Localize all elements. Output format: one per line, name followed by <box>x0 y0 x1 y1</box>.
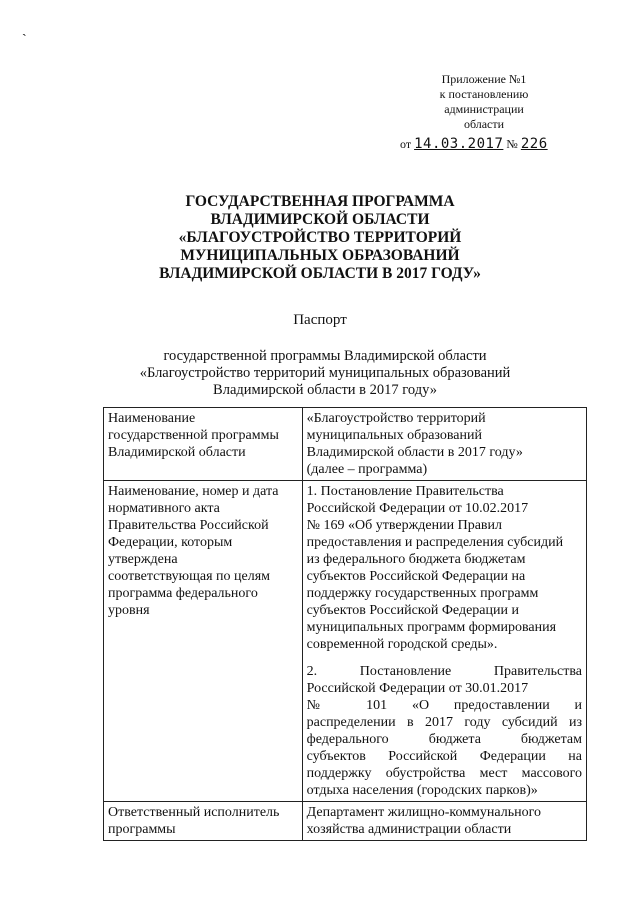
order-date: 14.03.2017 <box>414 136 504 152</box>
appendix-block <box>395 72 573 132</box>
scan-mark: ˏ <box>22 22 27 37</box>
subtitle-line: «Благоустройство территорий муниципальных образований <box>139 365 511 381</box>
cell-line: Федерации, которым <box>108 535 233 550</box>
title-line: ГОСУДАРСТВЕННАЯ ПРОГРАММА <box>185 193 455 210</box>
cell-line: Правительства Российской <box>108 518 269 533</box>
cell-line: муниципальных программ формирования <box>306 620 557 635</box>
cell-line: из федерального бюджета бюджетам <box>306 552 526 567</box>
row-value-cell <box>302 481 586 802</box>
appendix-line: Приложение №1 <box>441 72 527 86</box>
title-line: ВЛАДИМИРСКОЙ ОБЛАСТИ <box>210 211 430 228</box>
document-title <box>100 193 540 283</box>
title-line: «БЛАГОУСТРОЙСТВО ТЕРРИТОРИЙ <box>178 229 462 246</box>
cell-line: Российской Федерации от 10.02.2017 <box>306 501 529 516</box>
order-prefix: от <box>400 137 412 151</box>
cell-line: соответствующая по целям <box>108 569 271 584</box>
cell-line: уровня <box>108 603 150 618</box>
cell-line: распределении в 2017 году субсидий из <box>306 715 582 730</box>
title-line: МУНИЦИПАЛЬНЫХ ОБРАЗОВАНИЙ <box>180 247 460 264</box>
cell-line: Наименование <box>108 411 196 426</box>
cell-line: субъектов Российской Федерации на <box>306 569 526 584</box>
cell-line: Ответственный исполнитель <box>108 805 280 820</box>
cell-line: хозяйства администрации области <box>306 822 512 837</box>
cell-line: поддержку государственных программ <box>306 586 539 601</box>
cell-line: субъектов Российской Федерации и <box>306 603 519 618</box>
cell-line: нормативного акта <box>108 501 220 516</box>
cell-line: поддержку обустройства мест массового <box>306 766 582 781</box>
cell-line: 2. Постановление Правительства <box>306 664 582 679</box>
row-label-cell <box>104 481 303 802</box>
cell-line: федерального бюджета бюджетам <box>306 732 582 747</box>
cell-line: Наименование, номер и дата <box>108 484 279 499</box>
subtitle-line: государственной программы Владимирской области <box>163 348 487 364</box>
cell-line: Владимирской области в 2017 году» <box>306 445 523 460</box>
passport-heading: Паспорт <box>293 312 347 328</box>
cell-line: предоставления и распределения субсидий <box>306 535 564 550</box>
cell-line: Российской Федерации от 30.01.2017 <box>306 681 529 696</box>
cell-line: № 101 «О предоставлении и <box>306 698 582 713</box>
subtitle-line: Владимирской области в 2017 году» <box>213 382 437 398</box>
cell-line: 1. Постановление Правительства <box>306 484 504 499</box>
cell-line: Владимирской области <box>108 445 246 460</box>
table-row <box>104 408 587 481</box>
cell-line: муниципальных образований <box>306 428 482 443</box>
cell-line: субъектов Российской Федерации на <box>306 749 582 764</box>
appendix-line: области <box>463 117 505 131</box>
order-number-label: № <box>506 137 518 151</box>
cell-line: отдыха населения (городских парков)» <box>306 783 538 798</box>
title-line: ВЛАДИМИРСКОЙ ОБЛАСТИ В 2017 ГОДУ» <box>159 265 481 282</box>
order-number: 226 <box>520 136 548 152</box>
cell-line: «Благоустройство территорий <box>306 411 486 426</box>
cell-line: № 169 «Об утверждении Правил <box>306 518 502 533</box>
row-label-cell <box>104 408 303 481</box>
cell-line: утверждена <box>108 552 178 567</box>
cell-line: Департамент жилищно-коммунального <box>306 805 541 820</box>
cell-line: современной городской среды». <box>306 637 498 652</box>
table-row <box>104 802 587 841</box>
row-label-cell <box>104 802 303 841</box>
cell-line: (далее – программа) <box>306 462 428 477</box>
appendix-line: администрации <box>444 102 524 116</box>
cell-line: программа федерального <box>108 586 258 601</box>
table-row <box>104 481 587 802</box>
passport-subtitle <box>90 348 560 399</box>
appendix-line: к постановлению <box>439 87 529 101</box>
row-value-cell <box>302 408 586 481</box>
passport-table <box>103 407 587 841</box>
row-value-cell <box>302 802 586 841</box>
order-reference <box>400 136 570 152</box>
cell-line: государственной программы <box>108 428 279 443</box>
cell-line: программы <box>108 822 176 837</box>
